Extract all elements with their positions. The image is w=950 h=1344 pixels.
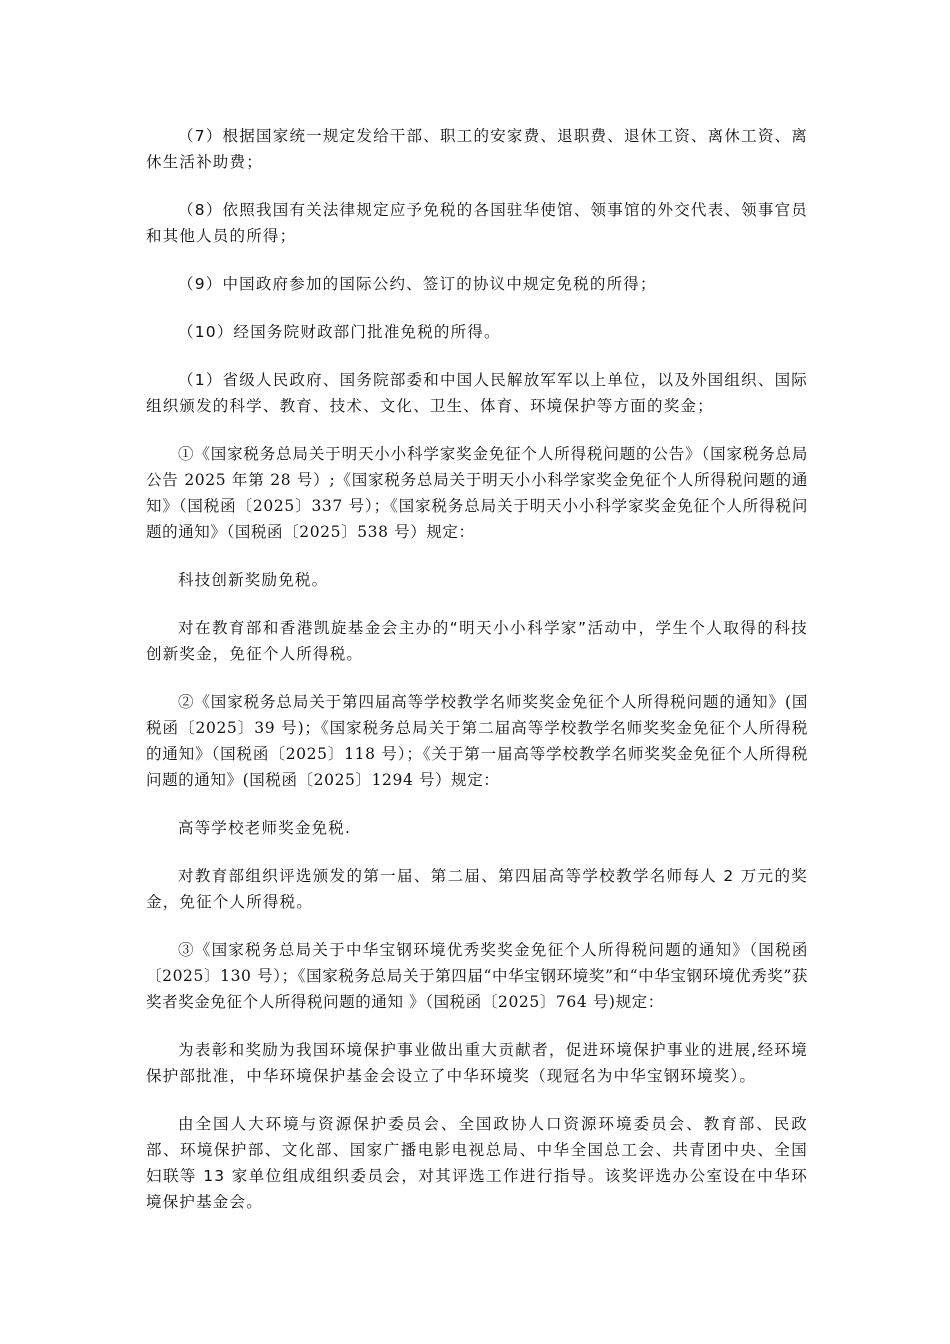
paragraph-item-7: （7）根据国家统一规定发给干部、职工的安家费、退职费、退休工资、离休工资、离休生活补助费；	[146, 127, 808, 171]
paragraph-item-8: （8）依照我国有关法律规定应予免税的各国驻华使馆、领事馆的外交代表、领事官员和其他人员的所得；	[146, 201, 808, 245]
paragraph-citation-3: ③《国家税务总局关于中华宝钢环境优秀奖奖金免征个人所得税问题的通知》（国税函〔2025〕130 号）；《国家税务总局关于第四届“中华宝钢环境奖”和“中华宝钢环境优秀奖”获奖者奖金免征个人所得税问题的通知 》（国税函〔2025〕764 号)规定：	[146, 941, 808, 1011]
paragraph-teacher-award-detail: 对教育部组织评选颁发的第一届、第二届、第四届高等学校教学名师每人 2 万元的奖金，免征个人所得税。	[146, 867, 808, 911]
paragraph-item-10: （10）经国务院财政部门批准免税的所得。	[178, 323, 501, 341]
paragraph-heading-tech-innovation: 科技创新奖励免税。	[178, 571, 329, 589]
paragraph-tech-innovation-detail: 对在教育部和香港凯旋基金会主办的“明天小小科学家”活动中，学生个人取得的科技创新奖金，免征个人所得税。	[146, 619, 808, 663]
paragraph-citation-2: ②《国家税务总局关于第四届高等学校教学名师奖奖金免征个人所得税问题的通知》(国税函〔2025〕39 号)；《国家税务总局关于第二届高等学校教学名师奖奖金免征个人所得税的通知》（国税函〔2025〕118 号）；《关于第一届高等学校教学名师奖奖金免征个人所得税问题的通知》(国税函〔2025〕1294 号）规定：	[146, 693, 808, 789]
paragraph-heading-teacher-award: 高等学校老师奖金免税.	[178, 819, 352, 837]
paragraph-citation-1: ①《国家税务总局关于明天小小科学家奖金免征个人所得税问题的公告》（国家税务总局公告 2025 年第 28 号）;《国家税务总局关于明天小小科学家奖金免征个人所得税问题的通知》（国税函〔2025〕337 号）；《国家税务总局关于明天小小科学家奖金免征个人所得税问题的通知》（国税函〔2025〕538 号）规定：	[146, 445, 808, 541]
paragraph-item-9: （9）中国政府参加的国际公约、签订的协议中规定免税的所得；	[178, 275, 657, 293]
document-body	[146, 123, 808, 1237]
paragraph-environment-award: 为表彰和奖励为我国环境保护事业做出重大贡献者，促进环境保护事业的进展,经环境保护部批准，中华环境保护基金会设立了中华环境奖（现冠名为中华宝钢环境奖）。	[146, 1041, 808, 1085]
paragraph-organizing-committee: 由全国人大环境与资源保护委员会、全国政协人口资源环境委员会、教育部、民政部、环境保护部、文化部、国家广播电影电视总局、中华全国总工会、共青团中央、全国妇联等 13 家单位组成组织委员会，对其评选工作进行指导。该奖评选办公室设在中华环境保护基金会。	[146, 1115, 808, 1211]
paragraph-item-1-awards: （1）省级人民政府、国务院部委和中国人民解放军军以上单位，以及外国组织、国际组织颁发的科学、教育、技术、文化、卫生、体育、环境保护等方面的奖金；	[146, 371, 808, 415]
